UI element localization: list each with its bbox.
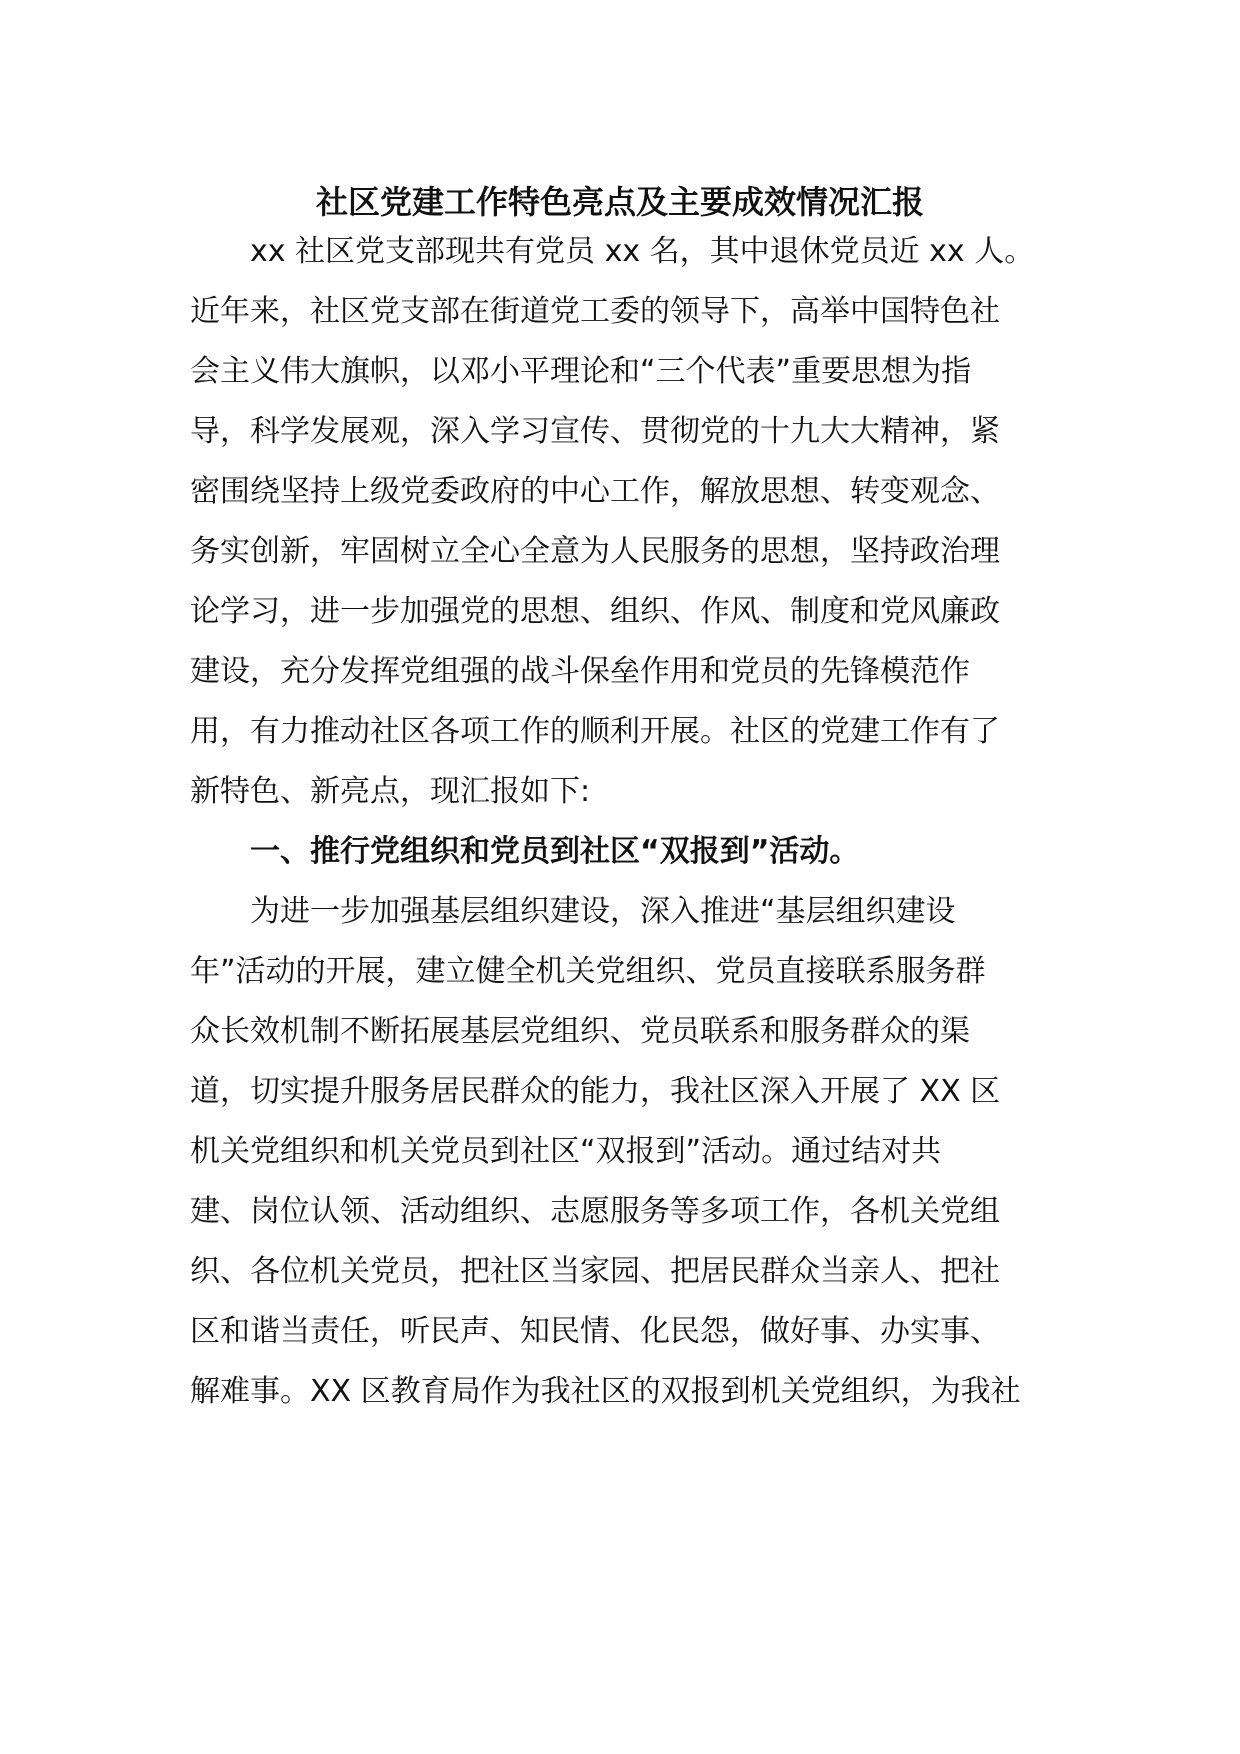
paragraph-2-line: 解难事。XX 区教育局作为我社区的双报到机关党组织，为我社 xyxy=(190,1374,1021,1409)
paragraph-1-line: 近年来，社区党支部在街道党工委的领导下，高举中国特色社 xyxy=(190,294,1000,329)
paragraph-1-line: 建设，充分发挥党组强的战斗保垒作用和党员的先锋模范作 xyxy=(190,654,970,689)
document-title: 社区党建工作特色亮点及主要成效情况汇报 xyxy=(315,183,924,221)
paragraph-1-line: xx 社区党支部现共有党员 xx 名，其中退休党员近 xx 人。 xyxy=(250,234,1035,269)
paragraph-1-line: 会主义伟大旗帜，以邓小平理论和“三个代表”重要思想为指 xyxy=(190,354,972,389)
paragraph-2-line: 年”活动的开展，建立健全机关党组织、党员直接联系服务群 xyxy=(190,954,986,989)
paragraph-2-line: 为进一步加强基层组织建设，深入推进“基层组织建设 xyxy=(250,894,956,929)
paragraph-1-line: 密围绕坚持上级党委政府的中心工作，解放思想、转变观念、 xyxy=(190,474,1000,509)
paragraph-2-line: 建、岗位认领、活动组织、志愿服务等多项工作，各机关党组 xyxy=(190,1194,1000,1229)
paragraph-2-line: 织、各位机关党员，把社区当家园、把居民群众当亲人、把社 xyxy=(190,1254,1000,1289)
paragraph-2-line: 众长效机制不断拓展基层党组织、党员联系和服务群众的渠 xyxy=(190,1014,970,1049)
paragraph-1-line: 务实创新，牢固树立全心全意为人民服务的思想，坚持政治理 xyxy=(190,534,1000,569)
paragraph-1-line: 导，科学发展观，深入学习宣传、贯彻党的十九大大精神，紧 xyxy=(190,414,1000,449)
paragraph-1-line: 用，有力推动社区各项工作的顺利开展。社区的党建工作有了 xyxy=(190,714,1000,749)
section-1-heading: 一、推行党组织和党员到社区“双报到”活动。 xyxy=(250,834,860,869)
paragraph-2-line: 道，切实提升服务居民群众的能力，我社区深入开展了 XX 区 xyxy=(190,1074,1001,1109)
paragraph-1-line: 新特色、新亮点，现汇报如下: xyxy=(190,774,591,809)
paragraph-2-line: 区和谐当责任，听民声、知民情、化民怨，做好事、办实事、 xyxy=(190,1314,1000,1349)
paragraph-2-line: 机关党组织和机关党员到社区“双报到”活动。通过结对共 xyxy=(190,1134,942,1169)
paragraph-1-line: 论学习，进一步加强党的思想、组织、作风、制度和党风廉政 xyxy=(190,594,1000,629)
